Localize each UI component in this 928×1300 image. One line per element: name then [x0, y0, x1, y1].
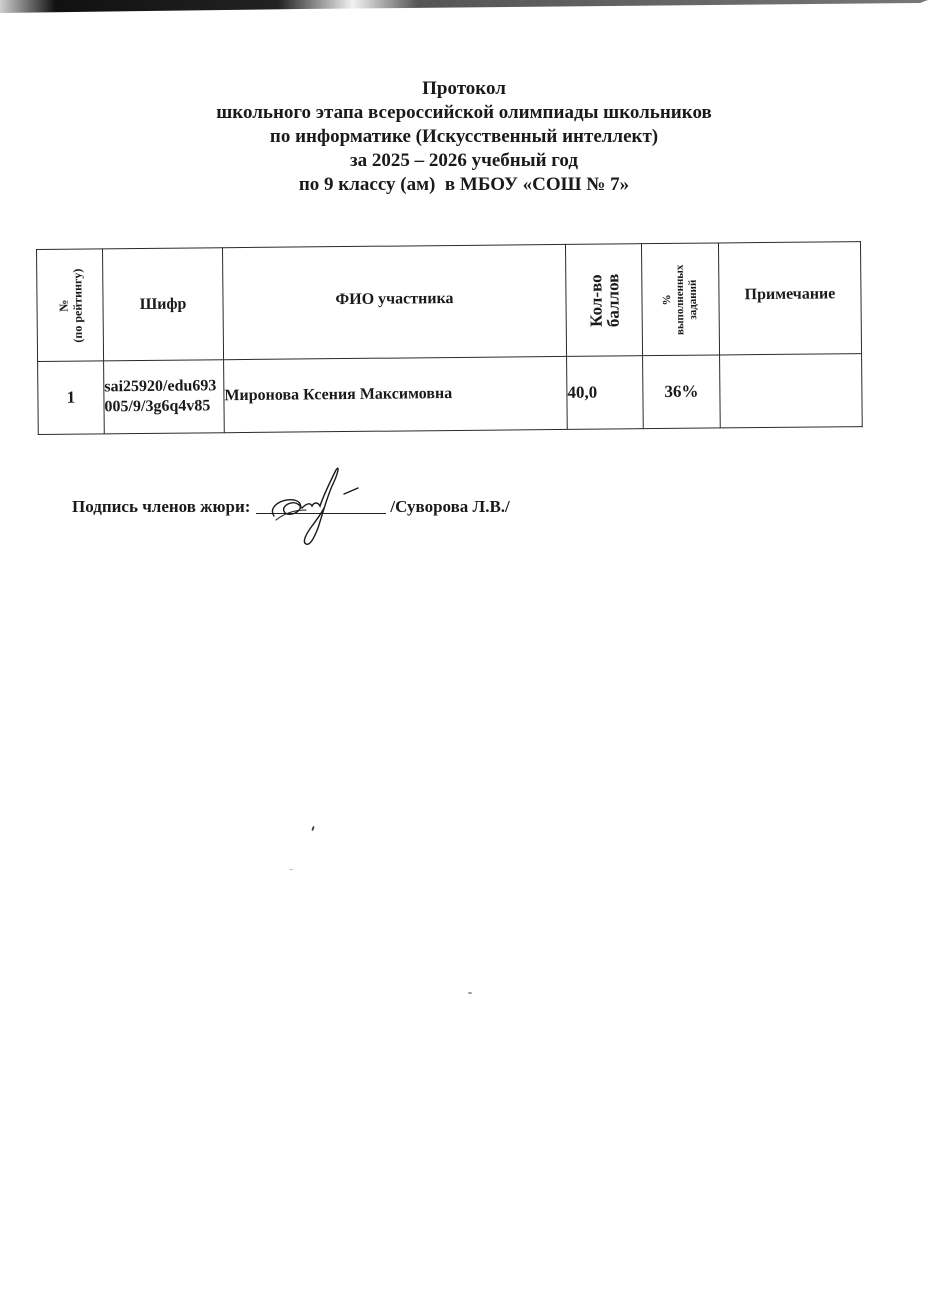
cell-rank: 1	[38, 361, 105, 435]
title-line-3: по информатике (Искусственный интеллект)	[269, 126, 659, 147]
header-code: Шифр	[103, 248, 224, 361]
scan-speck	[311, 826, 315, 831]
title-line-5: по 9 классу (ам) в МБОУ «СОШ № 7»	[298, 174, 630, 195]
jury-signature-block	[72, 497, 510, 517]
title-line-1: Протокол	[422, 78, 506, 99]
cell-score: 40,0	[567, 356, 644, 430]
header-note: Примечание	[718, 242, 861, 355]
results-table	[36, 241, 863, 435]
header-rank	[37, 249, 104, 362]
header-percent-line1: %	[660, 293, 674, 306]
header-score-line1: Кол-во	[585, 273, 606, 327]
scan-speck	[289, 869, 293, 870]
title-line-4: за 2025 – 2026 учебный год	[350, 150, 578, 171]
signature-label: Подпись членов жюри:	[72, 497, 251, 516]
signature-line	[256, 512, 386, 514]
scan-speck	[468, 992, 472, 994]
header-score-line2: баллов	[602, 273, 623, 327]
scan-edge-shadow	[0, 0, 928, 14]
header-rank-caption: (по рейтингу)	[69, 268, 85, 343]
handwritten-signature-icon	[266, 464, 376, 554]
results-table-container	[36, 241, 863, 435]
table-row	[38, 354, 863, 435]
header-percent-line2: выполненных	[673, 264, 687, 335]
title-line-2: школьного этапа всероссийской олимпиады школьников	[216, 102, 712, 123]
cell-code: sai25920/edu693005/9/3g6q4v85	[104, 360, 225, 434]
header-name: ФИО участника	[222, 244, 566, 359]
header-percent	[641, 243, 719, 356]
document-title	[0, 77, 928, 197]
header-rank-symbol: №	[55, 299, 71, 312]
cell-note	[720, 354, 863, 428]
table-header-row	[37, 242, 862, 362]
cell-percent: 36%	[643, 355, 721, 429]
header-score	[565, 244, 642, 357]
cell-name: Миронова Ксения Максимовна	[224, 356, 568, 432]
header-percent-line3: заданий	[686, 279, 700, 320]
signature-name: /Суворова Л.В./	[390, 497, 510, 516]
